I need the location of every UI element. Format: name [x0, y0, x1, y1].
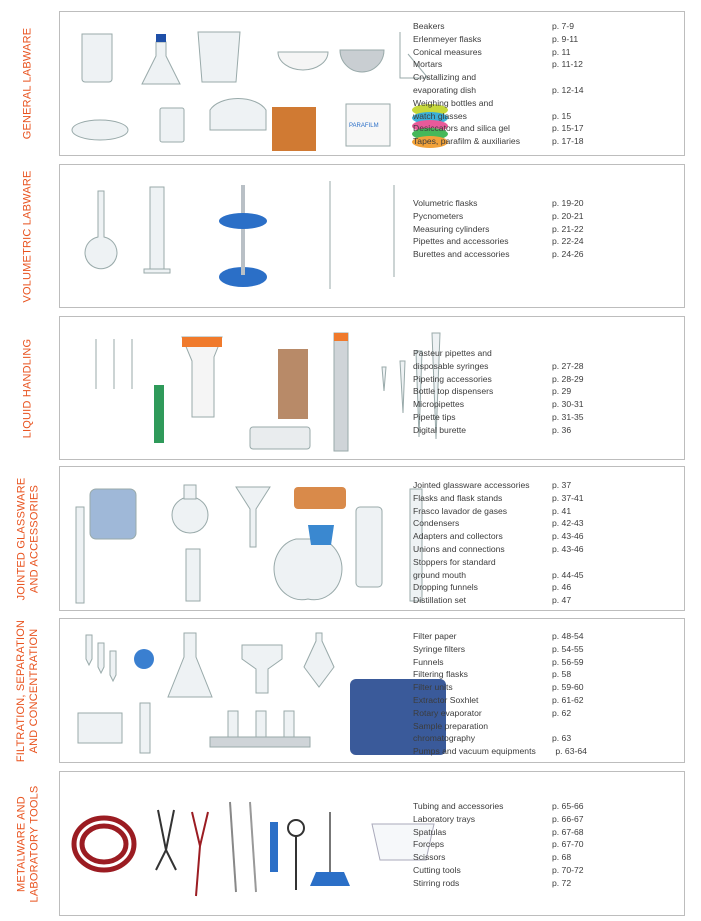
toc-item[interactable]: Micropipettes p. 30-31: [413, 399, 584, 410]
toc-item[interactable]: Erlenmeyer flasks p. 9-11: [413, 33, 579, 44]
measuring-cylinder-icon: [150, 187, 164, 269]
toc-item[interactable]: Scissors p. 68: [413, 852, 572, 863]
funnel-icon: [236, 487, 270, 547]
product-images-metalware: [60, 772, 460, 917]
toc-liquid: [413, 347, 618, 437]
toc-item[interactable]: Mortars p. 11-12: [413, 59, 583, 70]
toc-item[interactable]: Pipette tips p. 31-35: [413, 411, 584, 422]
watch-glass-icon: [72, 120, 128, 140]
syringe-filter-icon: [134, 649, 154, 669]
desiccator-icon: [210, 98, 266, 130]
forceps-icon: [230, 802, 236, 892]
product-images-general: [60, 12, 460, 157]
centrifuge-tube-icon: [86, 635, 92, 665]
toc-item[interactable]: Pumps and vacuum equipments p. 63-64: [413, 746, 587, 757]
toc-item[interactable]: Condensers p. 42-43: [413, 518, 584, 529]
filtering-flask-icon: [168, 633, 212, 697]
section-title-liquid: LIQUID HANDLING: [21, 338, 34, 438]
rubber-tubing-icon: [74, 818, 134, 870]
toc-item[interactable]: Tubing and accessories p. 65-66: [413, 801, 584, 811]
conical-measure-icon: [198, 32, 240, 82]
toc-item[interactable]: Extractor Soxhlet p. 61-62: [413, 694, 584, 705]
pipette-tip-icon: [382, 367, 386, 391]
product-images-filtration: [60, 619, 460, 764]
toc-item[interactable]: Pycnometers p. 20-21: [413, 210, 584, 221]
toc-item[interactable]: Sample preparation chromatography p. 63: [413, 720, 572, 744]
toc-item[interactable]: Distillation set p. 47: [413, 595, 572, 606]
soxhlet-extractor-icon: [140, 703, 150, 753]
gas-wash-bottle-icon: [356, 507, 382, 587]
toc-item[interactable]: Pipeting accessories p. 28-29: [413, 373, 584, 384]
toc-filtration: [413, 630, 618, 758]
toc-item[interactable]: Beakers p. 7-9: [413, 21, 574, 31]
silica-beads-jar-icon: [90, 489, 136, 539]
vacuum-manifold-icon: [210, 737, 310, 747]
toc-item[interactable]: Laboratory trays p. 66-67: [413, 813, 584, 824]
toc-item[interactable]: Dropping funnels p. 46: [413, 582, 572, 593]
stand-base-icon: [310, 872, 350, 886]
toc-item[interactable]: Flasks and flask stands p. 37-41: [413, 492, 584, 503]
pipette-stand-icon: [219, 185, 267, 287]
toc-item[interactable]: Jointed glassware accessories p. 37: [413, 480, 572, 490]
toc-item[interactable]: Rotary evaporator p. 62: [413, 707, 572, 718]
beaker-icon: [82, 34, 112, 82]
section-title-jointed: JOINTED GLASSWARE AND ACCESSORIES: [15, 477, 41, 600]
toc-item[interactable]: Volumetric flasks p. 19-20: [413, 198, 584, 208]
digital-burette-icon: [250, 427, 310, 449]
filter-unit-icon: [78, 713, 122, 743]
product-images-volumetric: [60, 165, 460, 309]
rubber-ring-icon: [294, 487, 346, 509]
toc-item[interactable]: Funnels p. 56-59: [413, 656, 584, 667]
toc-item[interactable]: Weighing bottles and watch glasses p. 15: [413, 97, 572, 121]
scissors-icon: [270, 822, 278, 872]
flask-cap-icon: [156, 34, 166, 42]
crucible-tongs-icon: [156, 810, 176, 870]
toc-jointed: [413, 479, 618, 607]
parafilm-label: PARAFILM: [349, 123, 379, 129]
crystallizing-dish-icon: [340, 50, 384, 72]
product-images-jointed: [60, 467, 460, 612]
adapter-tube-icon: [76, 507, 84, 603]
pipette-controller-icon: [182, 337, 222, 417]
section-title-metalware: METALWARE AND LABORATORY TOOLS: [15, 785, 41, 902]
section-title-filtration: FILTRATION, SEPARATION AND CONCENTRATION: [15, 619, 41, 762]
toc-item[interactable]: Desiccators and silica gel p. 15-17: [413, 123, 584, 134]
toc-item[interactable]: Unions and connections p. 43-46: [413, 543, 584, 554]
toc-item[interactable]: Bottle top dispensers p. 29: [413, 386, 572, 397]
toc-item[interactable]: Stoppers for standard ground mouth p. 44-45: [413, 556, 584, 580]
toc-item[interactable]: Pasteur pipettes and disposable syringes p. 27-28: [413, 348, 584, 371]
product-images-liquid: [60, 317, 460, 461]
toc-item[interactable]: Digital burette p. 36: [413, 424, 572, 435]
toc-item[interactable]: Spatulas p. 67-68: [413, 826, 584, 837]
syringe-icon: [154, 385, 164, 443]
ring-support-icon: [288, 820, 304, 836]
toc-general: [413, 20, 618, 148]
toc-item[interactable]: Forceps p. 67-70: [413, 839, 584, 850]
erlenmeyer-flask-icon: [142, 42, 180, 84]
toc-item[interactable]: Crystallizing and evaporating dish p. 12-14: [413, 72, 584, 95]
buchner-funnel-icon: [242, 645, 282, 693]
toc-item[interactable]: Filter paper p. 48-54: [413, 631, 584, 641]
toc-item[interactable]: Pipettes and accessories p. 22-24: [413, 236, 584, 247]
toc-item[interactable]: Adapters and collectors p. 43-46: [413, 531, 584, 542]
toc-metalware: [413, 800, 618, 890]
toc-item[interactable]: Filtering flasks p. 58: [413, 669, 572, 680]
clamp-icon: [192, 812, 208, 896]
toc-item[interactable]: Tapes, parafilm & auxiliaries p. 17-18: [413, 136, 584, 147]
spatula-icon: [250, 802, 256, 892]
toc-item[interactable]: Conical measures p. 11: [413, 46, 571, 57]
volumetric-flask-icon: [85, 191, 117, 269]
section-title-general: GENERAL LABWARE: [21, 27, 34, 140]
micropipette-icon: [334, 333, 348, 451]
mortar-icon: [278, 52, 328, 70]
bottle-top-dispenser-icon: [278, 349, 308, 419]
stopper-icon: [308, 525, 334, 545]
union-connector-icon: [186, 549, 200, 601]
toc-volumetric: [413, 197, 618, 261]
toc-item[interactable]: Syringe filters p. 54-55: [413, 643, 584, 654]
toc-item[interactable]: Burettes and accessories p. 24-26: [413, 249, 584, 260]
separatory-funnel-icon: [304, 633, 334, 687]
weighing-bottle-icon: [160, 108, 184, 142]
silica-gel-bag-icon: [272, 107, 316, 151]
section-title-volumetric: VOLUMETRIC LABWARE: [21, 169, 34, 303]
toc-item[interactable]: Frasco lavador de gases p. 41: [413, 505, 572, 516]
toc-item[interactable]: Measuring cylinders p. 21-22: [413, 223, 584, 234]
toc-item[interactable]: Cutting tools p. 70-72: [413, 864, 584, 875]
round-flask-icon: [172, 497, 208, 533]
toc-item[interactable]: Filter units p. 59-60: [413, 682, 584, 693]
pear-flask-icon: [274, 539, 342, 600]
toc-item[interactable]: Stirring rods p. 72: [413, 877, 572, 888]
